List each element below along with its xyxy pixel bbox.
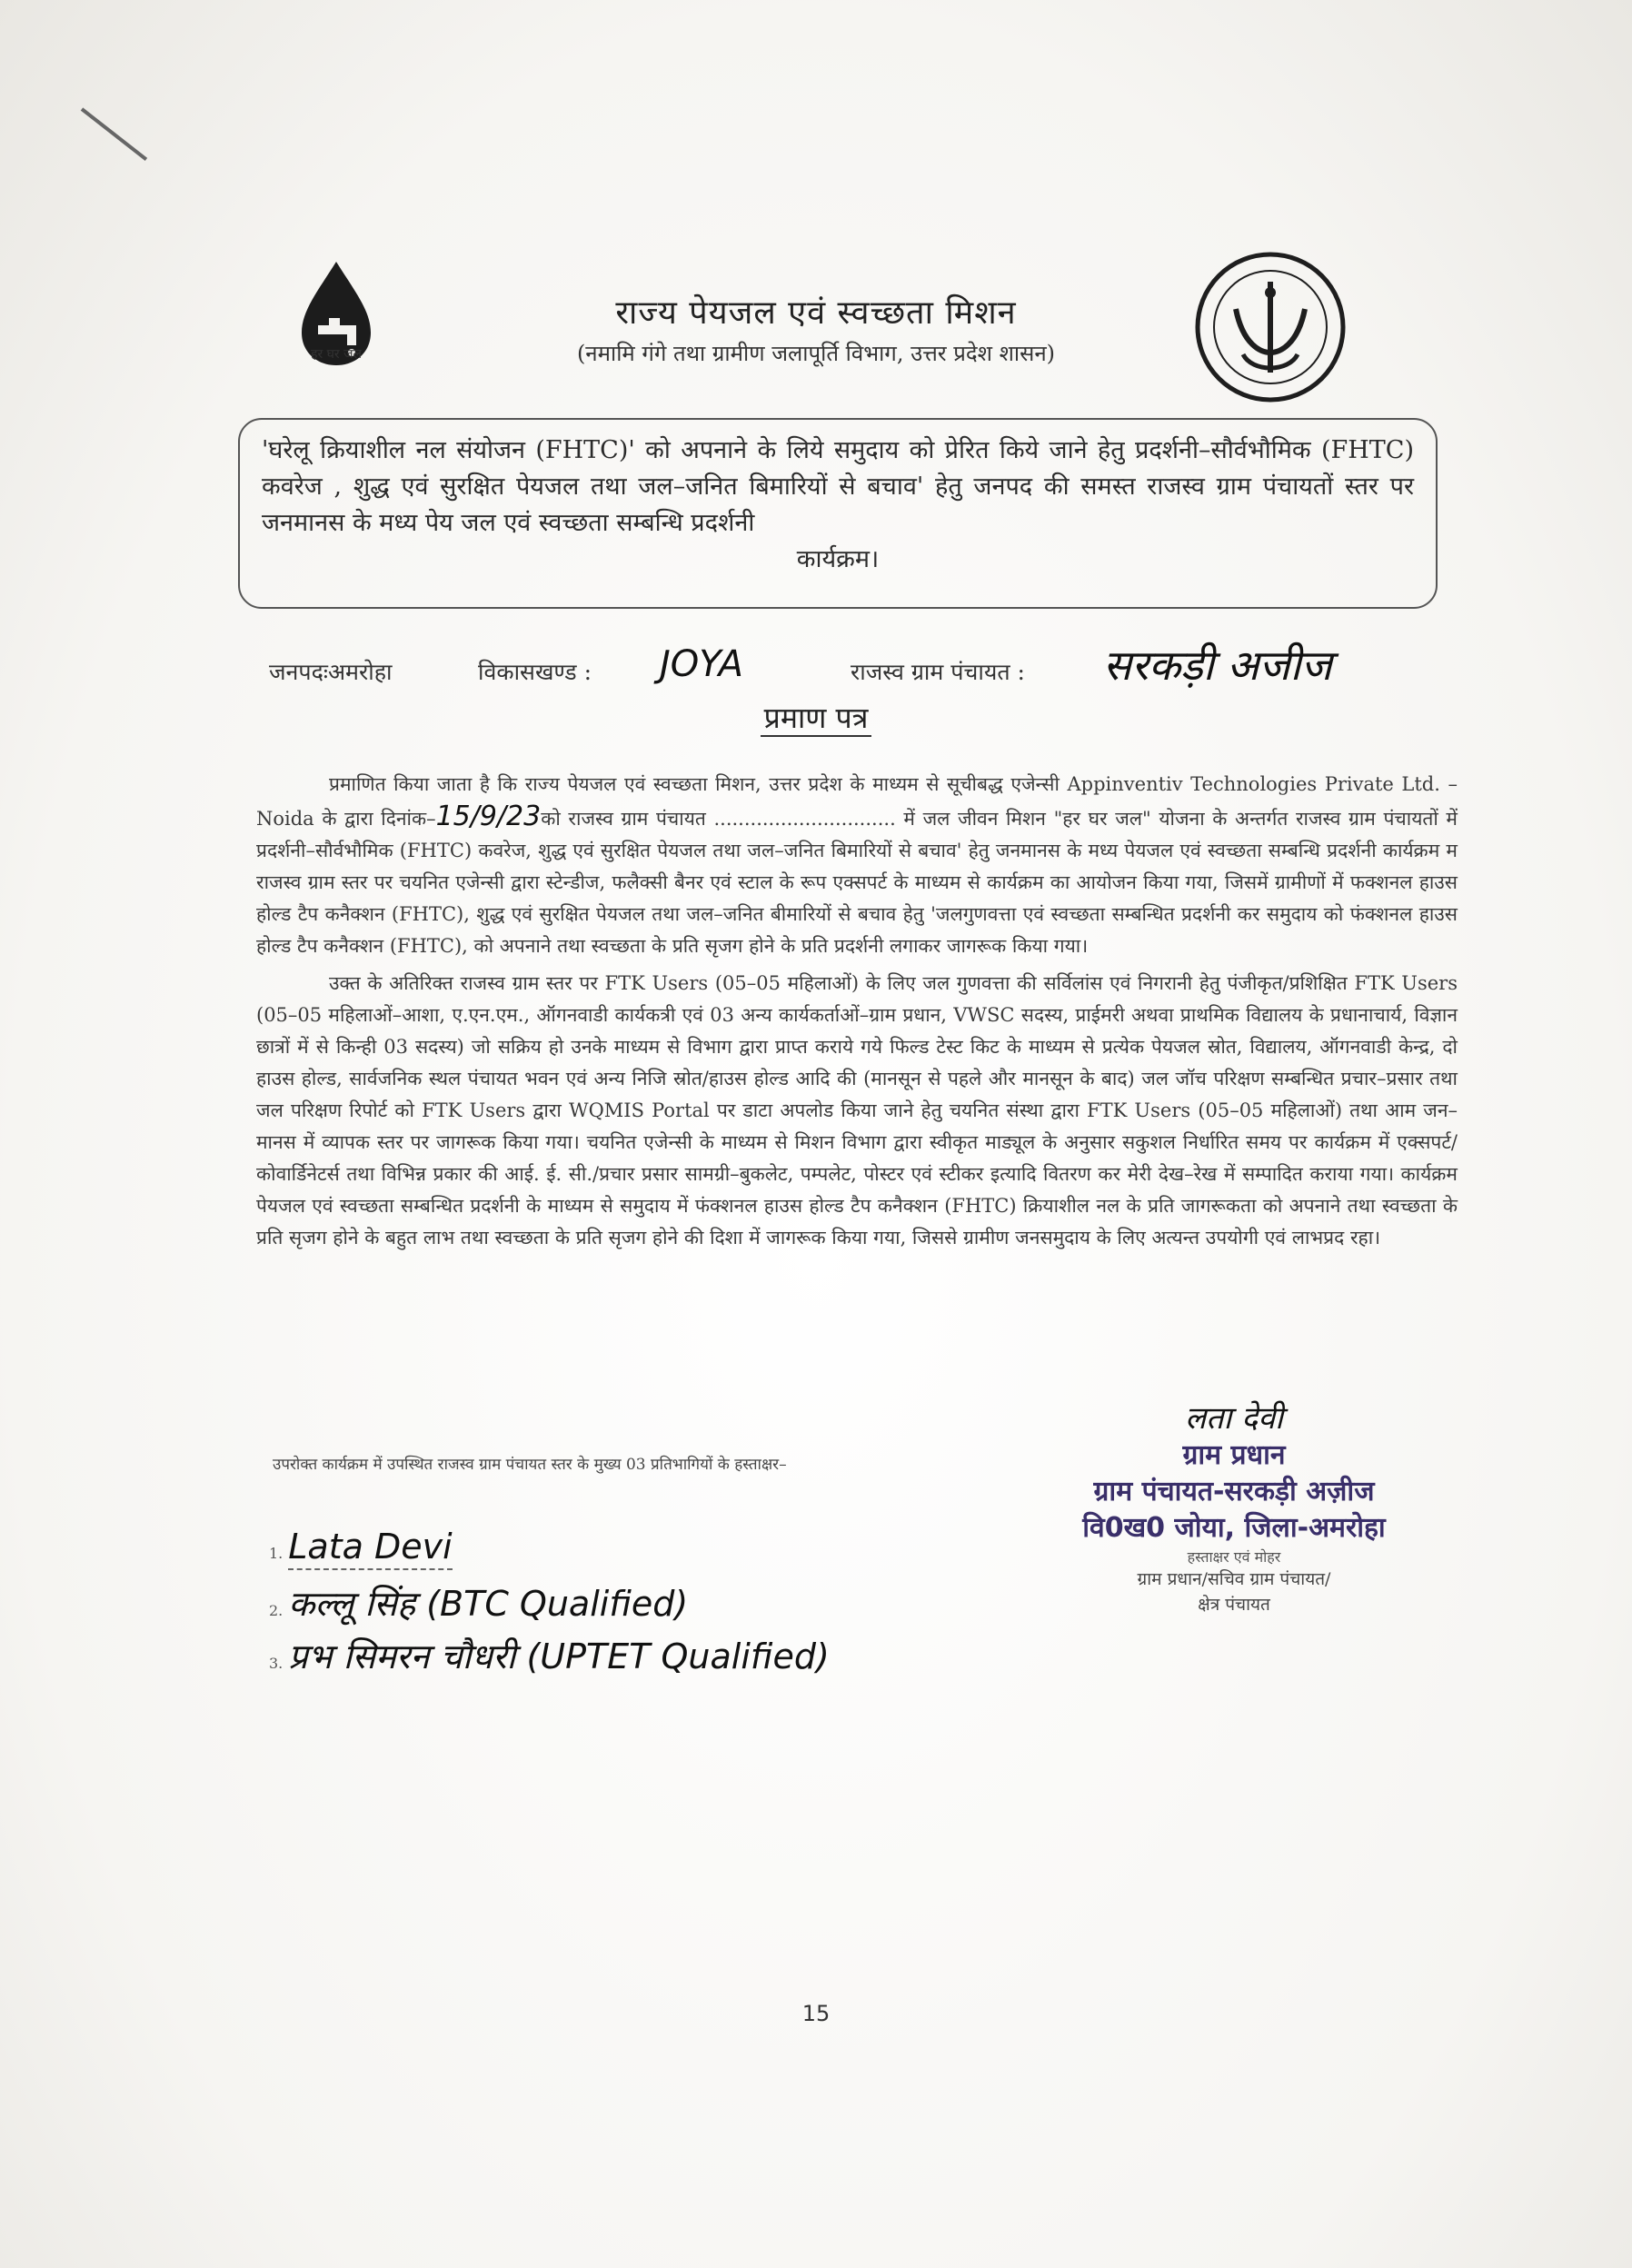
block-value: JOYA: [660, 643, 743, 685]
stamp-designation: ग्राम प्रधान: [1182, 1439, 1286, 1471]
pradhan-handwritten-signature: लता देवी: [1185, 1400, 1283, 1437]
program-date: 15/9/23: [435, 801, 542, 832]
body-paragraph-2: उक्त के अतिरिक्त राजस्व ग्राम स्तर पर FTK Users (05–05 महिलाओं) के लिए जल गुणवत्ता की सर्विलांस एवं निगरानी हेतु पंजीकृत/प्रशिक्षित FTK Users (05–05 महिलाओं–आशा, ए.एन.एम., ऑगनवाडी कार्यकत्री एवं 03 अन्य कार्यकर्ताओं–ग्राम प्रधान, VWSC सदस्य, प्राईमरी अथवा प्राथमिक विद्यालय के प्रधानाचार्य, विज्ञान छात्रों में से किन्ही 03 सदस्य) जो सक्रिय हो उनके माध्यम से विभाग द्वारा प्राप्त कराये गये फिल्ड टेस्ट किट के माध्यम से प्रत्येक पेयजल स्रोत, विद्यालय, ऑगनवाडी केन्द्र, दो हाउस होल्ड, सार्वजनिक स्थल पंचायत भवन एवं अन्य निजि स्रोत/हाउस होल्ड आदि की (मानसून से पहले और मानसून के बाद) जल जॉच परिक्षण सम्बन्धित प्रचार–प्रसार तथा जल परिक्षण रिपोर्ट को FTK Users द्वारा WQMIS Portal पर डाटा अपलोड किया जाने हेतु चयनित संस्था द्वारा FTK Users (05–05 महिलाओं) तथा आम जन–मानस में व्यापक स्तर पर जागरूक किया गया। चयनित एजेन्सी के माध्यम से मिशन विभाग द्वारा स्वीकृत माड्यूल के अनुसार सकुशल निर्धारित समय पर कार्यक्रम में एक्सपर्ट/कोवार्डिनेटर्स तथा विभिन्न प्रकार की आई. ई. सी./प्रचार प्रसार सामग्री–बुकलेट, पम्पलेट, पोस्टर एवं स्टीकर इत्यादि वितरण कर मेरी देख–रेख में सम्पादित कराया गया। कार्यक्रम पेयजल एवं स्वच्छता सम्बन्धित प्रदर्शनी के माध्यम से समुदाय में फंक्शनल हाउस होल्ड टैप कनैक्शन (FHTC) क्रियाशील नल के प्रति जागरूकता को अपनाने तथा स्वच्छता के प्रति सृजग होने के बहुत लाभ तथा स्वच्छता के प्रति सृजग होने की दिशा में जागरूक किया गया, जिससे ग्रामीण जनसमुदाय के लिए अत्यन्त उपयोगी एवं लाभप्रद रहा।: [256, 972, 1458, 1248]
pen-mark: [81, 107, 147, 161]
mission-subtitle: (नमामि गंगे तथा ग्रामीण जलापूर्ति विभाग, उत्तर प्रदेश शासन): [576, 341, 1056, 366]
stamp-panchayat: ग्राम पंचायत-सरकड़ी अज़ीज: [1093, 1476, 1375, 1507]
panchayat-label: राजस्व ग्राम पंचायत :: [851, 659, 1025, 685]
location-line: [269, 641, 1459, 701]
participant-signature-2: 2. कल्लू सिंह (BTC Qualified): [269, 1584, 689, 1624]
program-banner: [238, 418, 1438, 609]
district-label: जनपदःअमरोहा: [269, 659, 393, 685]
banner-text-end: कार्यक्रम।: [796, 545, 880, 573]
participant-signatures: [269, 1527, 1141, 1685]
page-number: 15: [801, 2001, 831, 2026]
panchayat-value: सरकड़ी अजीज: [1103, 641, 1332, 690]
logo-caption: हर घर जल: [311, 347, 362, 362]
mission-title: राज्य पेयजल एवं स्वच्छता मिशन: [615, 294, 1017, 332]
stamp-caption: हस्ताक्षर एवं मोहर: [1187, 1548, 1281, 1566]
signatory-caption-2: क्षेत्र पंचायत: [1198, 1595, 1270, 1615]
banner-text: 'घरेलू क्रियाशील नल संयोजन (FHTC)' को अपनाने के लिये समुदाय को प्रेरित किये जाने हेतु प्रदर्शनी–सौर्वभौमिक (FHTC) कवरेज , शुद्ध एवं सुरक्षित पेयजल तथा जल–जनित बिमारियों से बचाव' हेतु जनपद की समस्त राजस्व ग्राम पंचायतों स्तर पर जनमानस के मध्य पेय जल एवं स्वच्छता सम्बन्धि प्रदर्शनी: [262, 436, 1414, 537]
certificate-title: प्रमाण पत्र: [0, 698, 1632, 737]
participant-signature-3: 3. प्रभ सिमरन चौधरी (UPTET Qualified): [269, 1636, 830, 1676]
block-label: विकासखण्ड :: [478, 659, 592, 685]
body-paragraph-1: प्रमाणित किया जाता है कि राज्य पेयजल एवं स्वच्छता मिशन, उत्तर प्रदेश के माध्यम से सूचीबद्ध एजेन्सी Appinventiv Technologies Private Ltd. – Noida के द्वारा दिनांक–15/9/23को राजस्व ग्राम पंचायत .............................. में जल जीवन मिशन "हर घर जल" योजना के अन्तर्गत राजस्व ग्राम पंचायतों में प्रदर्शनी–सौर्वभौमिक (FHTC) कवरेज, शुद्ध एवं सुरक्षित पेयजल तथा जल–जनित बिमारियों से बचाव' हेतु जनमानस के मध्य पेयजल एवं स्वच्छता सम्बन्धि प्रदर्शनी कार्यक्रम म राजस्व ग्राम स्तर पर चयनित एजेन्सी द्वारा स्टेन्डीज, फलैक्सी बैनर एवं स्टाल के रूप एक्सपर्ट के माध्यम से कार्यक्रम का आयोजन किया गया, जिसमें ग्रामीणों में फक्शनल हाउस होल्ड टैप कनैक्शन (FHTC), शुद्ध एवं सुरक्षित पेयजल तथा जल–जनित बीमारियों से बचाव हेतु 'जलगुणवत्ता एवं स्वच्छता सम्बन्धित प्रदर्शनी कर समुदाय को फंक्शनल हाउस होल्ड टैप कनैक्शन (FHTC), को अपनाने तथा स्वच्छता के प्रति सृजग होने के प्रति प्रदर्शनी लगाकर जागरूक किया गया।: [256, 773, 1458, 957]
participants-caption: उपरोक्त कार्यक्रम में उपस्थित राजस्व ग्राम पंचायत स्तर के मुख्य 03 प्रतिभागियों के हस्ताक्षर–: [273, 1456, 787, 1474]
signatory-caption-1: ग्राम प्रधान/सचिव ग्राम पंचायत/: [1137, 1569, 1331, 1589]
participant-signature-1: 1. Lata Devi: [269, 1527, 1141, 1579]
certificate-body: [256, 769, 1458, 1259]
stamp-block-district: वि0ख0 जोया, जिला-अमरोहा: [1082, 1512, 1386, 1544]
